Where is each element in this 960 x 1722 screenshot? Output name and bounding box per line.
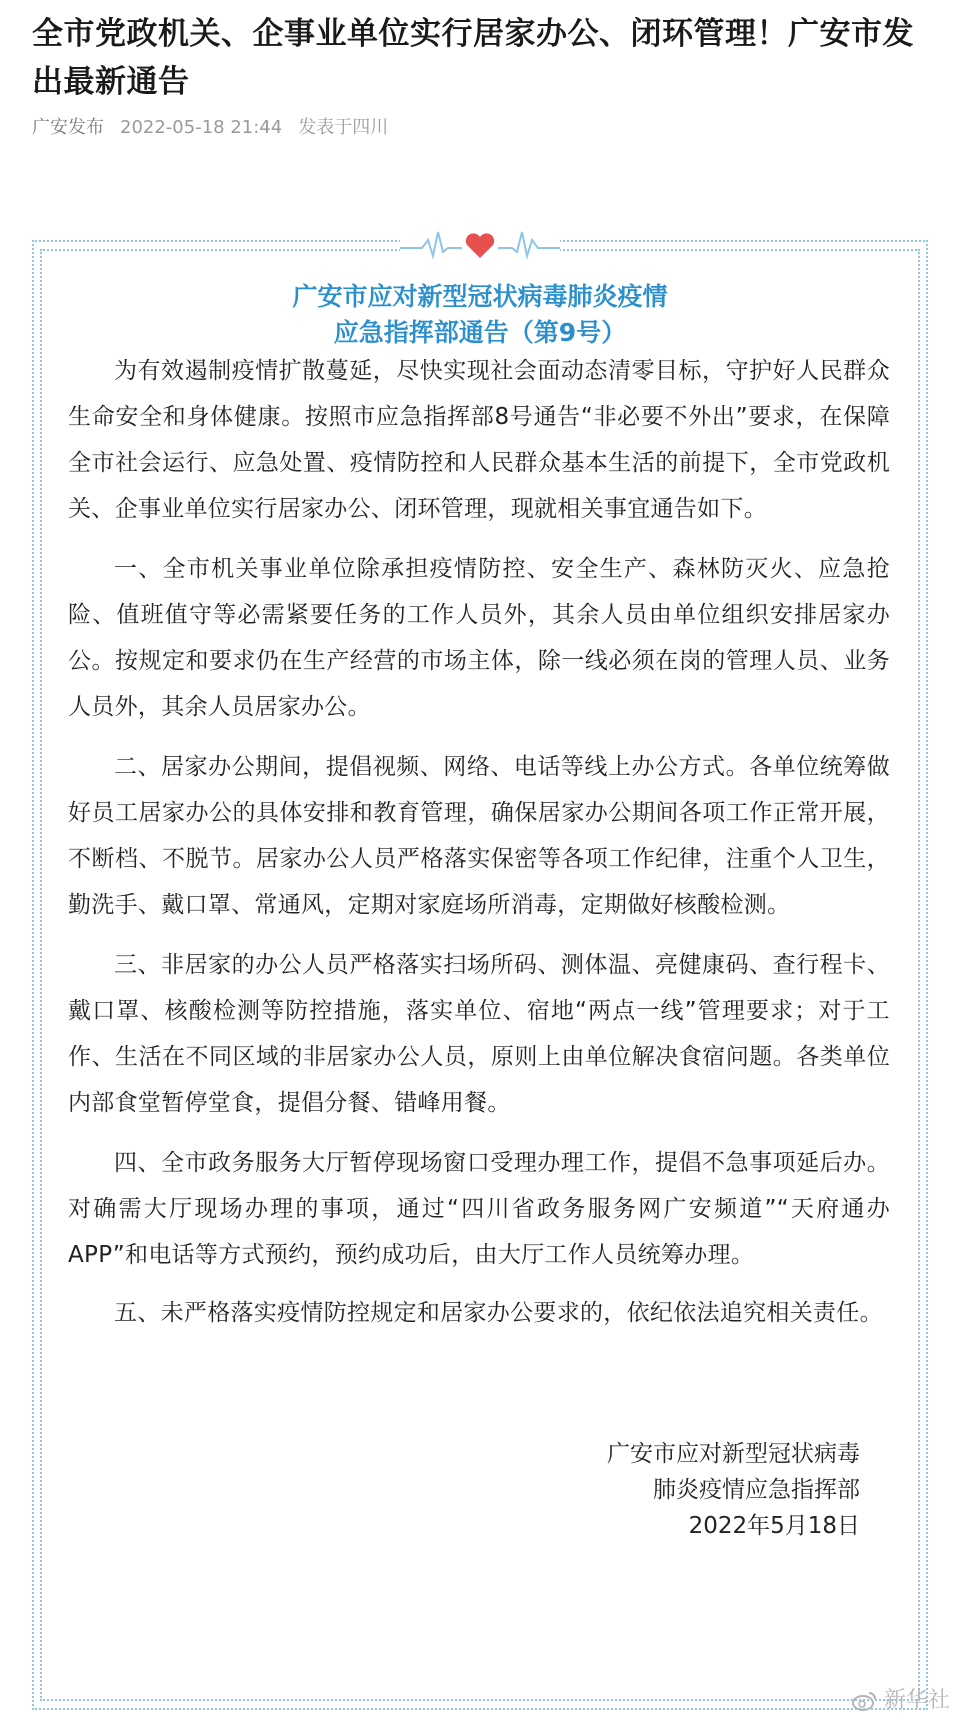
weibo-icon — [852, 1690, 878, 1712]
notice-item-3: 三、非居家的办公人员严格落实扫场所码、测体温、亮健康码、查行程卡、戴口罩、核酸检测等防控措施，落实单位、宿地“两点一线”管理要求；对于工作、生活在不同区域的非居家办公人员，原则上由单位解决食宿问题。各类单位内部食堂暂停堂食，提倡分餐、错峰用餐。 — [68, 952, 890, 1116]
article-author[interactable]: 广安发布 — [32, 117, 104, 138]
article-datetime: 2022-05-18 21:44 — [120, 117, 283, 138]
notice-item-4: 四、全市政务服务大厅暂停现场窗口受理办理工作，提倡不急事项延后办。对确需大厅现场办理的事项，通过“四川省政务服务网广安频道”“天府通办APP”和电话等方式预约，预约成功后，由大厅工作人员统筹办理。 — [68, 1150, 890, 1268]
article-headline: 全市党政机关、企事业单位实行居家办公、闭环管理！广安市发出最新通告 — [32, 16, 914, 100]
notice-title-line1: 广安市应对新型冠状病毒肺炎疫情 — [292, 282, 668, 311]
notice-title-line2: 应急指挥部通告（第9号） — [333, 318, 627, 347]
notice-item-2: 二、居家办公期间，提倡视频、网络、电话等线上办公方式。各单位统筹做好员工居家办公的具体安排和教育管理，确保居家办公期间各项工作正常开展，不断档、不脱节。居家办公人员严格落实保密等各项工作纪律，注重个人卫生，勤洗手、戴口罩、常通风，定期对家庭场所消毒，定期做好核酸检测。 — [68, 754, 890, 918]
notice-item-5: 五、未严格落实疫情防控规定和居家办公要求的，依纪依法追究相关责任。 — [114, 1300, 883, 1326]
watermark-text: 新华社 — [883, 1688, 950, 1713]
signature-date: 2022年5月18日 — [688, 1513, 860, 1539]
notice-intro-paragraph: 为有效遏制疫情扩散蔓延，尽快实现社会面动态清零目标，守护好人民群众生命安全和身体健康。按照市应急指挥部8号通告“非必要不外出”要求，在保障全市社会运行、应急处置、疫情防控和人民群众基本生活的前提下，全市党政机关、企事业单位实行居家办公、闭环管理，现就相关事宜通告如下。 — [68, 358, 890, 522]
watermark — [852, 1684, 950, 1718]
heartbeat-icon — [400, 224, 560, 264]
notice-item-1: 一、全市机关事业单位除承担疫情防控、安全生产、森林防灭火、应急抢险、值班值守等必需紧要任务的工作人员外，其余人员由单位组织安排居家办公。按规定和要求仍在生产经营的市场主体，除一线必须在岗的管理人员、业务人员外，其余人员居家办公。 — [68, 556, 890, 720]
notice-signature — [607, 1436, 860, 1544]
signature-org-line1: 广安市应对新型冠状病毒 — [607, 1441, 860, 1467]
signature-org-line2: 肺炎疫情应急指挥部 — [653, 1477, 860, 1503]
article-location: 发表于四川 — [298, 117, 389, 138]
article-meta — [32, 114, 388, 142]
